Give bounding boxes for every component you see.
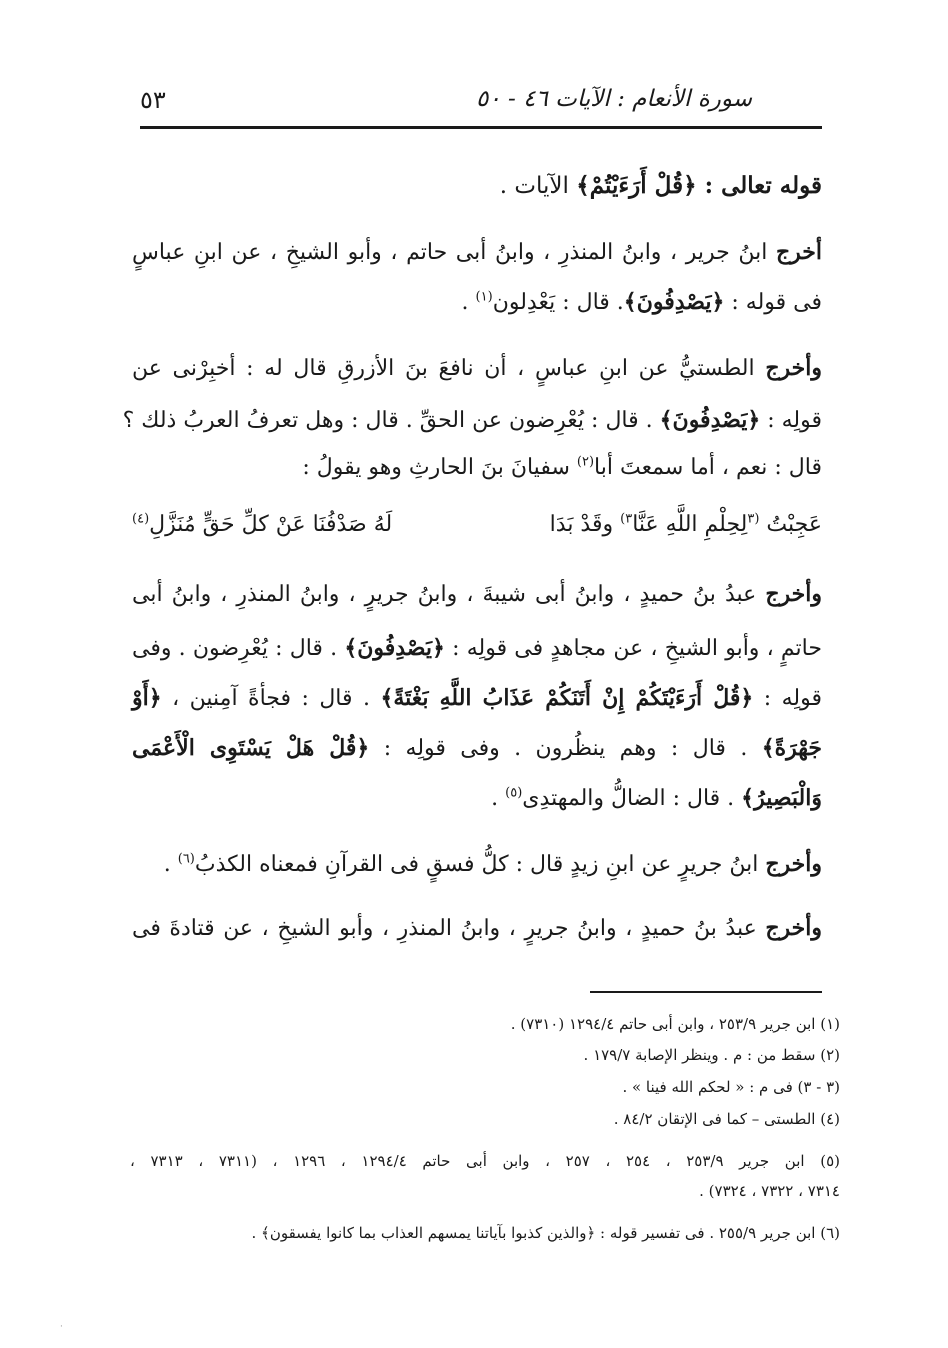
p1-line-1 (132, 236, 822, 269)
footnote-ref-5: (٥) (505, 785, 523, 801)
p3-line-5-end: . (491, 786, 506, 811)
footnote-separator (590, 991, 822, 993)
footnote-1: (١) ابن جرير ٢٥٣/٩ ، وابن أبى حاتم ١٢٩٤/٤ (٧٣١٠) . (510, 1015, 840, 1033)
p2-line-3-post: سفيانَ بنَ الحارثِ وهو يقولُ : (302, 455, 577, 480)
p5-line-1 (132, 912, 822, 945)
heading-quran-quote: ﴿قُلْ أَرَءَيْتُمْ﴾ (576, 172, 697, 199)
p1-lead: أخرج (775, 239, 822, 265)
p1-line-2-post: . قال : يَعْدِلون (492, 290, 624, 315)
p2-line-3-pre: قال : نعم ، أما سمعتَ أبا (594, 455, 822, 480)
footnote-5-line-2: ٧٣١٤ ، ٧٣٢٢ ، ٧٣٢٤) . (699, 1182, 840, 1200)
p5-lead: وأخرج (765, 915, 822, 941)
p2-line-1-text: الطستيُّ عن ابنِ عباسٍ ، أن نافعَ بنَ الأزرقِ قال له : أخبِرْنى عن (132, 356, 766, 381)
heading-rest: الآيات . (499, 173, 577, 199)
footnote-ref-4: (٤) (132, 511, 150, 527)
p3-line-5-post: . قال : الضالُّ والمهتدِى (522, 786, 742, 811)
footnote-ref-1: (١) (475, 289, 493, 305)
p2-quran-quote: ﴿يَصْدِفُونَ﴾ (659, 407, 761, 433)
p3-quran-quote-4-start: ﴿قُلْ هَلْ يَسْتَوِى الْأَعْمَى (132, 735, 370, 761)
footnote-3: (٣ - ٣) فى م : « لحكم الله فينا » . (622, 1078, 840, 1096)
poem-h1-post: وقَدْ بَدَا (549, 512, 621, 537)
scan-speck: · (60, 1322, 63, 1332)
running-title: سورة الأنعام : الآيات ٤٦ - ٥٠ (476, 86, 752, 112)
poem-h1-mid: لِحِلْمِ اللَّهِ عَنَّا (632, 512, 748, 537)
p2-line-3 (132, 452, 822, 484)
p5-text: عبدُ بنُ حميدٍ ، وابنُ جريرٍ ، وابنُ المنذرِ ، وأبو الشيخِ ، عن قتادةَ فى (132, 916, 766, 941)
p1-line-2-pre: فى قوله : (724, 290, 822, 315)
heading-lead: قوله تعالى : (696, 172, 822, 199)
page-number: ٥٣ (140, 86, 166, 114)
p1-quran-quote: ﴿يَصْدِفُونَ﴾ (623, 289, 725, 315)
p4-text: ابنُ جريرٍ عن ابنِ زيدٍ قال : كلُّ فسقٍ فى القرآنِ فمعناه الكذبُ (194, 852, 766, 877)
footnote-4: (٤) الطستى – كما فى الإتقان ٨٤/٢ . (613, 1110, 840, 1128)
footnote-ref-6: (٦) (177, 851, 195, 867)
p2-line-2-post: . قال : يُعْرِضون عن الحقِّ . قال : وهل تعرفُ العربُ ذلك ؟ (122, 408, 660, 433)
poem-h1-pre: عَجِبْتُ (759, 512, 822, 537)
footnote-ref-3b: ٣) (620, 511, 633, 527)
p3-line-4-post: . قال : وهم ينظُرون . وفى قولِه : (369, 736, 762, 761)
p3-quran-quote-4-end: وَالْبَصِيرُ﴾ (741, 785, 822, 811)
footnote-6: (٦) ابن جرير ٢٥٥/٩ . فى تفسير قوله : ﴿والذين كذبوا بآياتنا يمسهم العذاب بما كانوا يفسقون﴾ . (251, 1224, 840, 1242)
p3-line-1-text: عبدُ بنُ حميدٍ ، وابنُ أبى شيبةَ ، وابنُ جريرٍ ، وابنُ المنذرِ ، وابنُ أبى (132, 582, 766, 607)
p3-quran-quote-1: ﴿يَصْدِفُونَ﴾ (344, 635, 445, 661)
footnote-2: (٢) سقط من : م . وينظر الإصابة ١٧٩/٧ . (583, 1046, 840, 1064)
p3-line-3 (132, 682, 822, 715)
poem-h2: لَهُ صَدْفُنَا عَنْ كلِّ حَقٍّ مُنَزَّلِ (149, 512, 393, 537)
section-heading (132, 170, 822, 202)
p4-line-1 (132, 848, 822, 881)
p3-line-2 (132, 632, 822, 665)
p3-line-1 (132, 578, 822, 611)
footnote-5-line-1: (٥) ابن جرير ٢٥٣/٩ ، ٢٥٤ ، ٢٥٧ ، وابن أبى حاتم ١٢٩٤/٤ ، ١٢٩٦ ، (٧٣١١ ، ٧٣١٣ ، (130, 1152, 840, 1170)
p1-line-2 (132, 286, 822, 319)
p4-end: . (163, 852, 178, 877)
p3-line-2-post: . قال : يُعْرِضون . وفى (132, 636, 345, 661)
p4-lead: وأخرج (765, 851, 822, 877)
p3-line-5 (132, 782, 822, 815)
p3-line-3-post: . قال : فجأةً آمِنين ، (161, 686, 381, 711)
p2-lead: وأخرج (765, 355, 822, 381)
p3-line-2-pre: حاتمٍ ، وأبو الشيخِ ، عن مجاهدٍ فى قولِه : (444, 636, 822, 661)
footnote-ref-3a: (٣ (747, 511, 760, 527)
p3-quran-quote-2: ﴿قُلْ أَرَءَيْتَكُمْ إِنْ أَتَنَكُمْ عَذَابُ اللَّهِ بَغْتَةً﴾ (380, 685, 754, 711)
p3-lead: وأخرج (765, 581, 822, 607)
p3-quran-quote-3-end: جَهْرَةً﴾ (761, 735, 823, 761)
running-header (140, 80, 822, 130)
poem-second-hemistich (132, 508, 392, 542)
p3-line-3-pre: قولِه : (753, 686, 823, 711)
p3-line-4 (132, 732, 822, 765)
poem-first-hemistich (550, 508, 822, 542)
header-rule (140, 126, 822, 129)
p1-line-1-text: ابنُ جرير ، وابنُ المنذرِ ، وابنُ أبى حاتم ، وأبو الشيخِ ، عن ابنِ عباسٍ (132, 240, 776, 265)
p2-line-2 (122, 404, 822, 437)
footnote-ref-2: (٢) (576, 454, 595, 470)
p3-quran-quote-3-start: ﴿أَوْ (132, 685, 162, 711)
p2-line-2-pre: قولِه : (760, 408, 822, 433)
p2-line-1 (132, 352, 822, 385)
p1-line-2-end: . (461, 290, 476, 315)
